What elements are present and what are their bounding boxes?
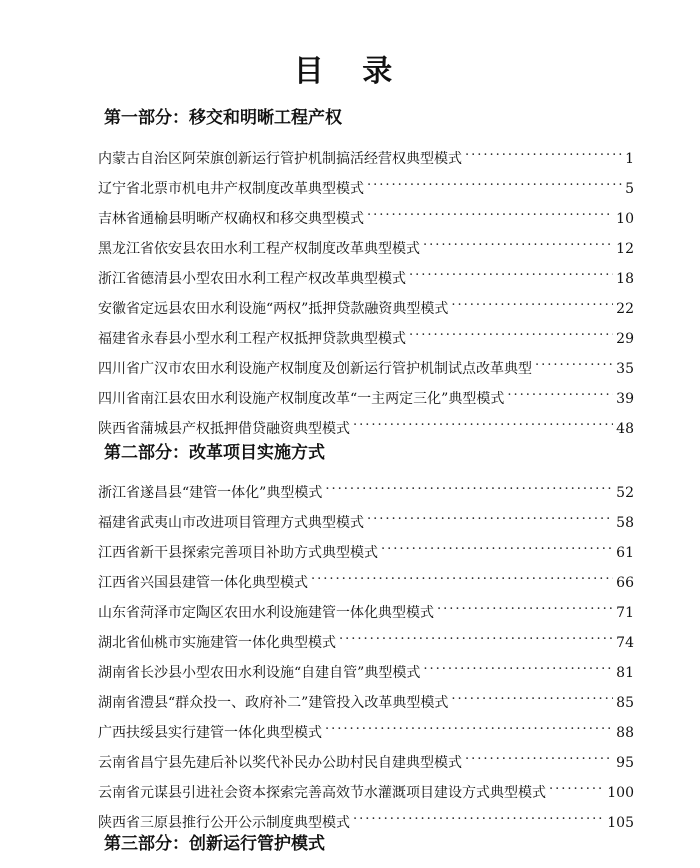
dot-leader: [367, 171, 622, 193]
toc-entry-title: 陕西省蒲城县产权抵押借贷融资典型模式: [98, 421, 350, 437]
toc-entry-page-number: 66: [616, 575, 634, 591]
toc-entry-title: 福建省永春县小型水利工程产权抵押贷款典型模式: [98, 331, 406, 347]
toc-entry-title: 湖北省仙桃市实施建管一体化典型模式: [98, 635, 336, 651]
toc-entry-title: 山东省菏泽市定陶区农田水利设施建管一体化典型模式: [98, 605, 434, 621]
toc-entry-title: 云南省昌宁县先建后补以奖代补民办公助村民自建典型模式: [98, 755, 462, 771]
toc-entry[interactable]: [98, 141, 634, 167]
toc-entry-title: 浙江省遂昌县“建管一体化”典型模式: [98, 485, 323, 501]
toc-entry[interactable]: [98, 715, 634, 741]
toc-entry-page-number: 52: [616, 485, 634, 501]
toc-entry[interactable]: [98, 411, 634, 437]
toc-entry-title: 江西省新干县探索完善项目补助方式典型模式: [98, 545, 378, 561]
toc-entry-title: 安徽省定远县农田水利设施“两权”抵押贷款融资典型模式: [98, 301, 449, 317]
toc-entry[interactable]: [98, 595, 634, 621]
toc-entry-title: 广西扶绥县实行建管一体化典型模式: [98, 725, 322, 741]
toc-entry-title: 陕西省三原县推行公开公示制度典型模式: [98, 815, 350, 831]
toc-entry[interactable]: [98, 351, 634, 377]
toc-entry-page-number: 18: [616, 271, 634, 287]
dot-leader: [353, 805, 604, 827]
dot-leader: [465, 745, 613, 767]
toc-entry-page-number: 5: [625, 181, 634, 197]
toc-entry[interactable]: [98, 231, 634, 257]
toc-entry[interactable]: [98, 775, 634, 801]
toc-entry-page-number: 10: [616, 211, 634, 227]
dot-leader: [423, 231, 613, 253]
dot-leader: [325, 475, 613, 497]
dot-leader: [423, 655, 613, 677]
toc-entry[interactable]: [98, 475, 634, 501]
toc-entry[interactable]: [98, 685, 634, 711]
dot-leader: [381, 535, 613, 557]
toc-entry-title: 四川省南江县农田水利设施产权制度改革“一主两定三化”典型模式: [98, 391, 505, 407]
toc-entry-title: 四川省广汉市农田水利设施产权制度及创新运行管护机制试点改革典型: [98, 361, 532, 377]
toc-entry[interactable]: [98, 535, 634, 561]
toc-entry-title: 湖南省澧县“群众投一、政府补二”建管投入改革典型模式: [98, 695, 449, 711]
toc-entry-page-number: 1: [625, 151, 634, 167]
toc-entry[interactable]: [98, 655, 634, 681]
toc-entry-page-number: 39: [616, 391, 634, 407]
toc-entry-title: 内蒙古自治区阿荣旗创新运行管护机制搞活经营权典型模式: [98, 151, 462, 167]
toc-entry-page-number: 48: [616, 421, 634, 437]
dot-leader: [535, 351, 613, 373]
toc-entry-page-number: 35: [616, 361, 634, 377]
dot-leader: [465, 141, 622, 163]
dot-leader: [325, 715, 613, 737]
toc-entry-page-number: 71: [616, 605, 634, 621]
toc-entry-title: 云南省元谋县引进社会资本探索完善高效节水灌溉项目建设方式典型模式: [98, 785, 546, 801]
toc-entry-title: 吉林省通榆县明晰产权确权和移交典型模式: [98, 211, 364, 227]
toc-entry-title: 湖南省长沙县小型农田水利设施“自建自管”典型模式: [98, 665, 421, 681]
toc-entry-title: 浙江省德清县小型农田水利工程产权改革典型模式: [98, 271, 406, 287]
dot-leader: [549, 775, 604, 797]
toc-entry-title: 黑龙江省依安县农田水利工程产权制度改革典型模式: [98, 241, 420, 257]
toc-entry-page-number: 74: [616, 635, 634, 651]
page-title: 目 录: [293, 54, 407, 89]
dot-leader: [367, 201, 613, 223]
toc-entry-title: 辽宁省北票市机电井产权制度改革典型模式: [98, 181, 364, 197]
toc-entry-page-number: 58: [616, 515, 634, 531]
dot-leader: [507, 381, 613, 403]
dot-leader: [451, 685, 613, 707]
toc-entry[interactable]: [98, 565, 634, 591]
toc-entry-page-number: 61: [616, 545, 634, 561]
dot-leader: [353, 411, 613, 433]
toc-entry[interactable]: [98, 261, 634, 287]
toc-entry-page-number: 95: [616, 755, 634, 771]
toc-entry[interactable]: [98, 381, 634, 407]
section-heading: 第三部分：创新运行管护模式: [104, 834, 325, 854]
toc-entry-title: 江西省兴国县建管一体化典型模式: [98, 575, 308, 591]
toc-entry[interactable]: [98, 321, 634, 347]
dot-leader: [311, 565, 613, 587]
dot-leader: [437, 595, 613, 617]
section-heading: 第一部分：移交和明晰工程产权: [104, 108, 342, 128]
toc-entry[interactable]: [98, 201, 634, 227]
toc-entry-page-number: 88: [616, 725, 634, 741]
toc-entry[interactable]: [98, 171, 634, 197]
toc-entry[interactable]: [98, 745, 634, 771]
toc-entry-page-number: 12: [616, 241, 634, 257]
toc-entry-title: 福建省武夷山市改进项目管理方式典型模式: [98, 515, 364, 531]
toc-entry-page-number: 22: [616, 301, 634, 317]
dot-leader: [339, 625, 613, 647]
toc-entry[interactable]: [98, 805, 634, 831]
toc-entry-page-number: 85: [616, 695, 634, 711]
toc-entry[interactable]: [98, 505, 634, 531]
dot-leader: [409, 261, 613, 283]
toc-entry-page-number: 100: [607, 785, 634, 801]
toc-entry[interactable]: [98, 291, 634, 317]
dot-leader: [409, 321, 613, 343]
dot-leader: [451, 291, 613, 313]
toc-entry[interactable]: [98, 625, 634, 651]
toc-entry-page-number: 81: [616, 665, 634, 681]
dot-leader: [367, 505, 613, 527]
toc-entry-page-number: 105: [607, 815, 634, 831]
section-heading: 第二部分：改革项目实施方式: [104, 443, 325, 463]
toc-entry-page-number: 29: [616, 331, 634, 347]
